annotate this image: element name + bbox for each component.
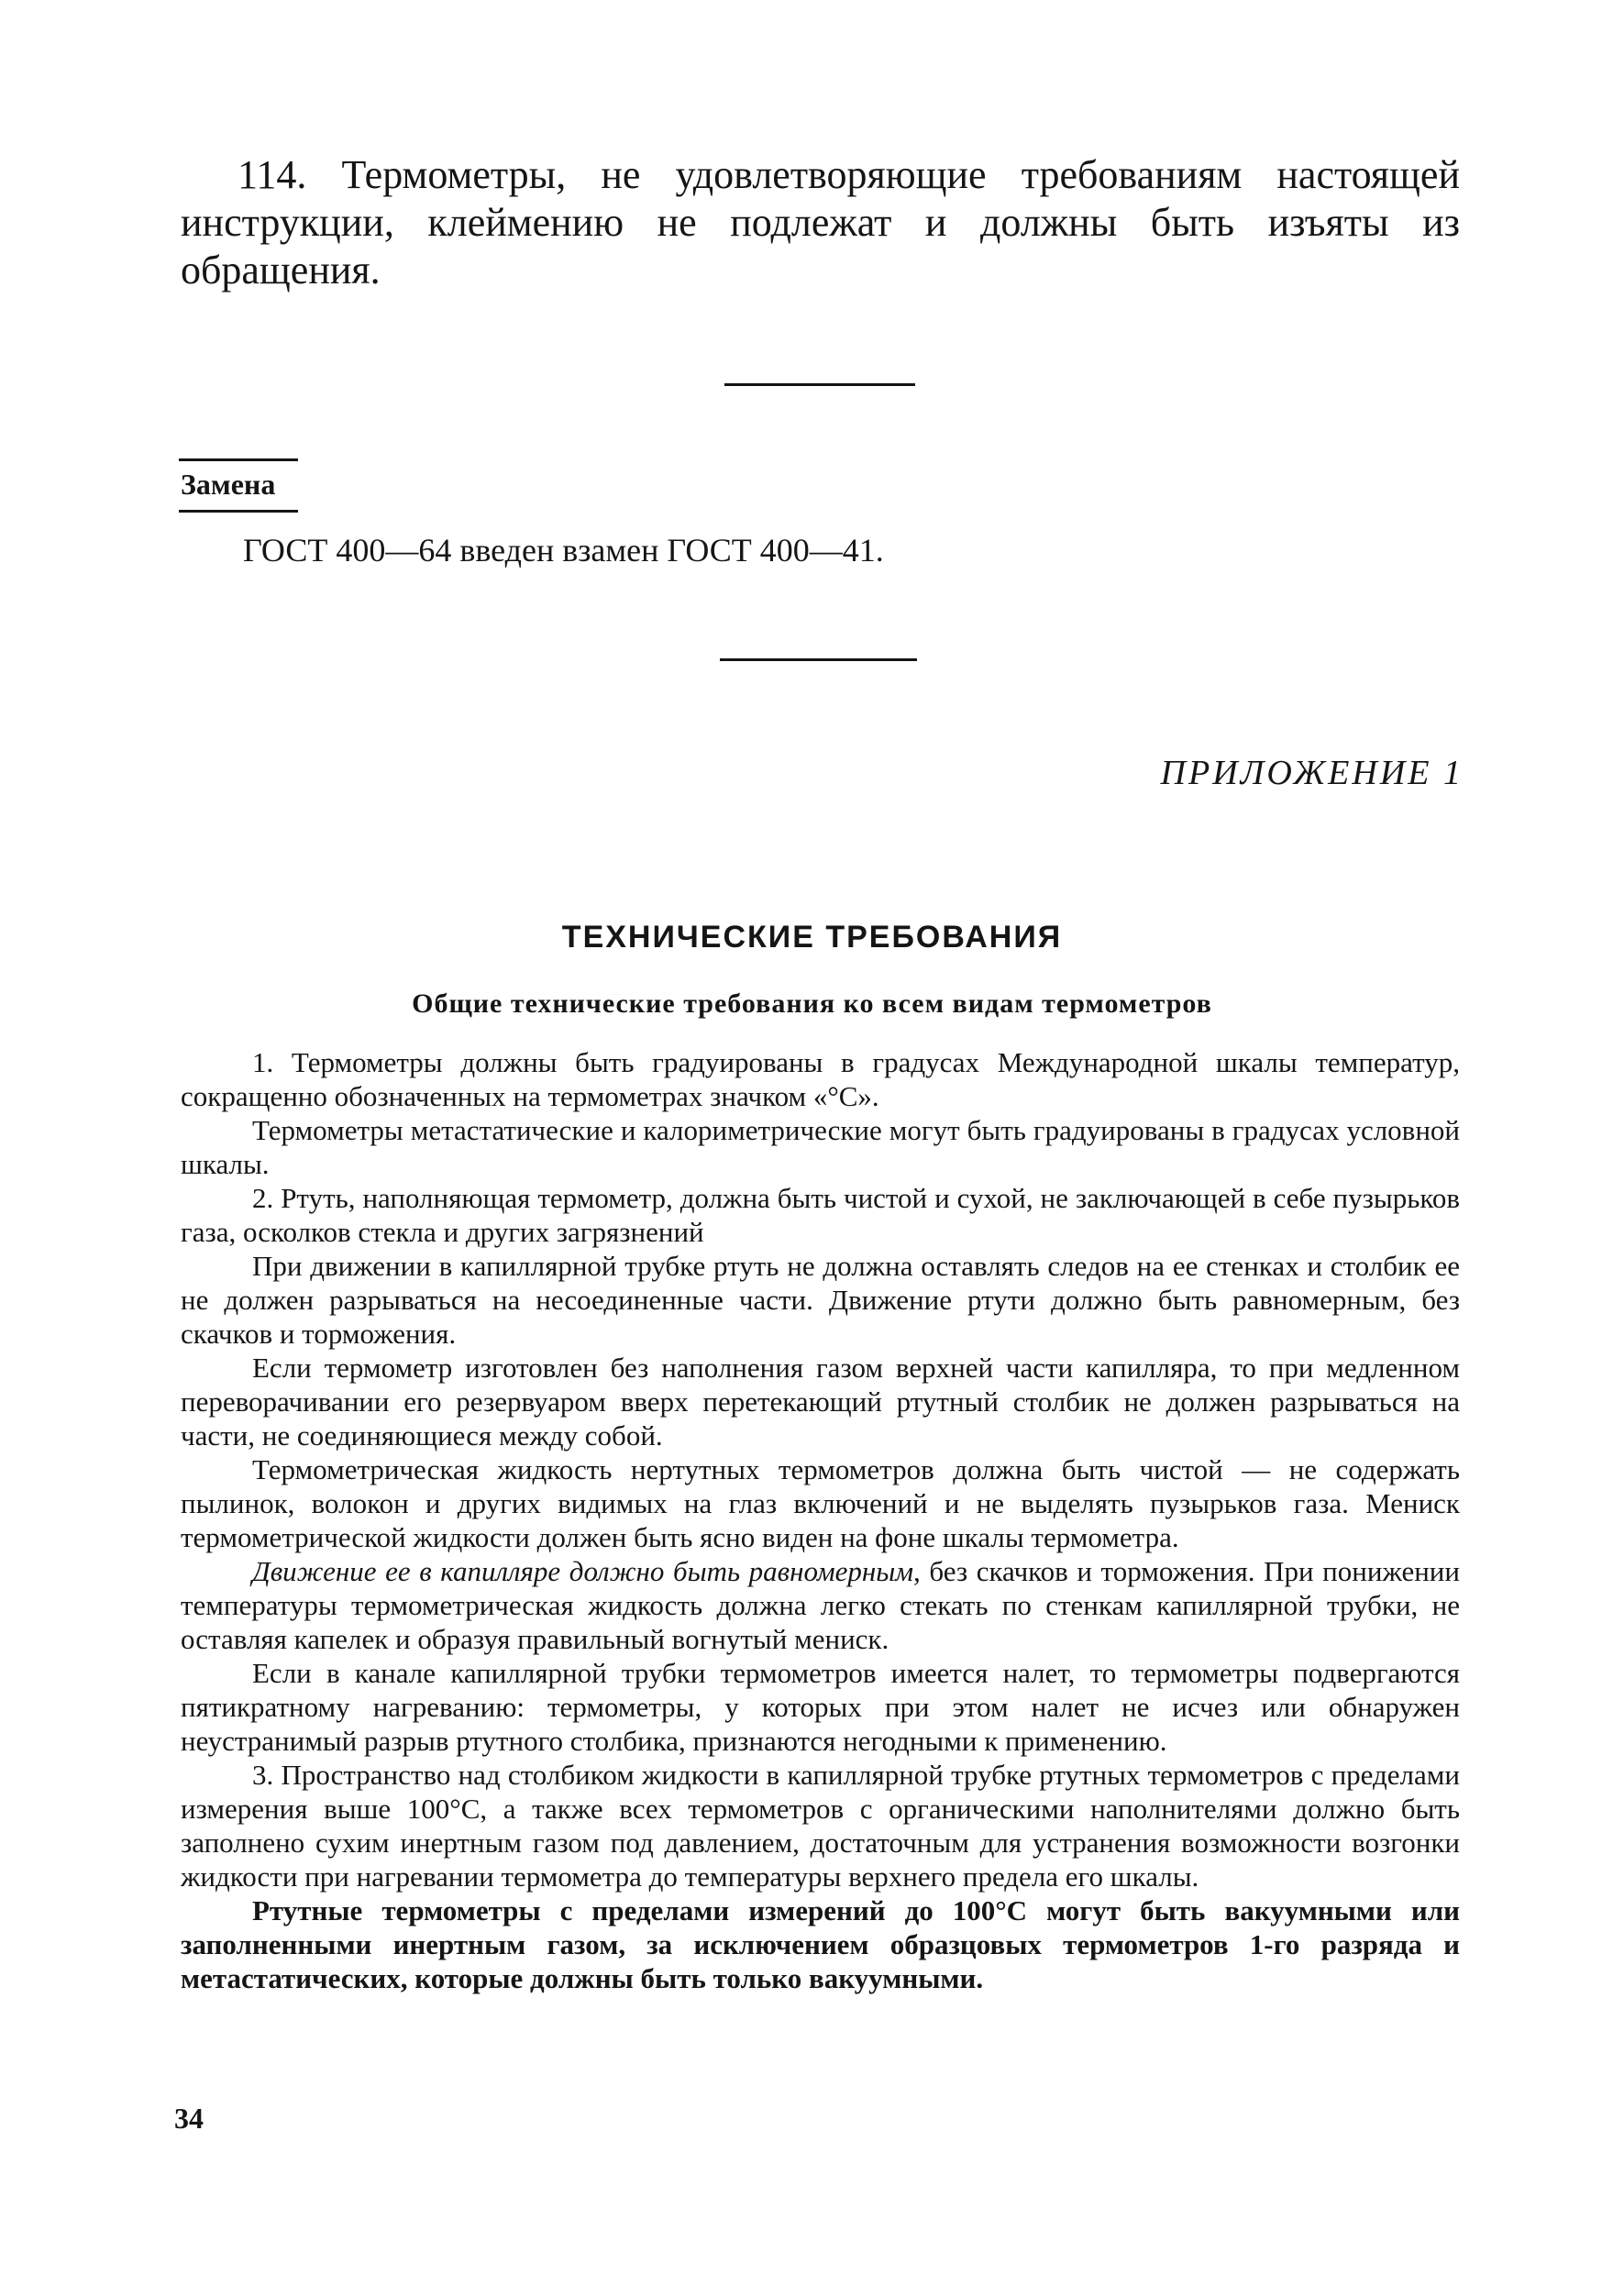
paragraph-8: Если в канале капиллярной трубки термометров имеется налет, то термометры подвергаются пятикратному нагреванию: термометры, у которых при этом налет не исчез или обнаружен неустранимый разрыв ртутного столбика, признаются негодными к применению.	[181, 1657, 1460, 1757]
appendix-label: ПРИЛОЖЕНИЕ 1	[1160, 754, 1464, 792]
replacement-text: ГОСТ 400—64 введен взамен ГОСТ 400—41.	[243, 532, 884, 568]
replacement-rule-top	[179, 458, 298, 461]
section-subheading: Общие технические требования ко всем видам термометров	[412, 988, 1212, 1019]
paragraph-9: 3. Пространство над столбиком жидкости в капиллярной трубке ртутных термометров с пределами измерения выше 100°С, а также всех термометров с органическими наполнителями должно быть заполнено сухим инертным газом под давлением, достаточным для устранения возможности возгонки жидкости при нагревании термометра до температуры верхнего предела его шкалы.	[181, 1759, 1460, 1893]
section-heading: ТЕХНИЧЕСКИЕ ТРЕБОВАНИЯ	[561, 920, 1063, 955]
paragraph-4: При движении в капиллярной трубке ртуть не должна оставлять следов на ее стенках и столбик ее не должен разрываться на несоединенные части. Движение ртути должно быть равномерным, без скачков и торможения.	[181, 1250, 1460, 1350]
paragraph-6: Термометрическая жидкость нертутных термометров должна быть чистой — не содержать пылинок, волокон и других видимых на глаз включений и не выделять пузырьков газа. Мениск термометрической жидкости должен быть ясно виден на фоне шкалы термометра.	[181, 1453, 1460, 1553]
paragraph-7-rest: без скачков и торможения. При понижении температуры термометрическая жидкость должна легко стекать по стенкам капиллярной трубки, не оставляя капелек и образуя правильный вогнутый мениск.	[181, 1555, 1460, 1655]
paragraph-1: 1. Термометры должны быть градуированы в градусах Международной шкалы температур, сокращенно обозначенных на термометрах значком «°С».	[181, 1046, 1460, 1112]
replacement-rule-bottom	[179, 510, 298, 513]
paragraph-2: Термометры метастатические и калориметрические могут быть градуированы в градусах условной шкалы.	[181, 1114, 1460, 1180]
paragraph-7-italic: Движение ее в капилляре должно быть равномерным,	[252, 1555, 921, 1587]
replacement-label: Замена	[181, 468, 276, 501]
requirements-body	[181, 1045, 1460, 1995]
separator-rule-middle	[720, 658, 917, 661]
paragraph-7	[181, 1554, 1460, 1656]
paragraph-3: 2. Ртуть, наполняющая термометр, должна быть чистой и сухой, не заключающей в себе пузырьков газа, осколков стекла и других загрязнений	[181, 1182, 1460, 1248]
page-number: 34	[174, 2102, 204, 2135]
paragraph-5: Если термометр изготовлен без наполнения газом верхней части капилляра, то при медленном переворачивании его резервуаром вверх перетекающий ртутный столбик не должен разрываться на части, не соединяющиеся между собой.	[181, 1352, 1460, 1452]
separator-rule-top	[724, 383, 915, 386]
clause-114-paragraph: 114. Термометры, не удовлетворяющие требованиям настоящей инструкции, клеймению не подлежат и должны быть изъяты из обращения.	[181, 152, 1460, 293]
paragraph-10: Ртутные термометры с пределами измерений до 100°С могут быть вакуумными или заполненными инертным газом, за исключением образцовых термометров 1-го разряда и метастатических, которые должны быть только вакуумными.	[181, 1894, 1460, 1994]
